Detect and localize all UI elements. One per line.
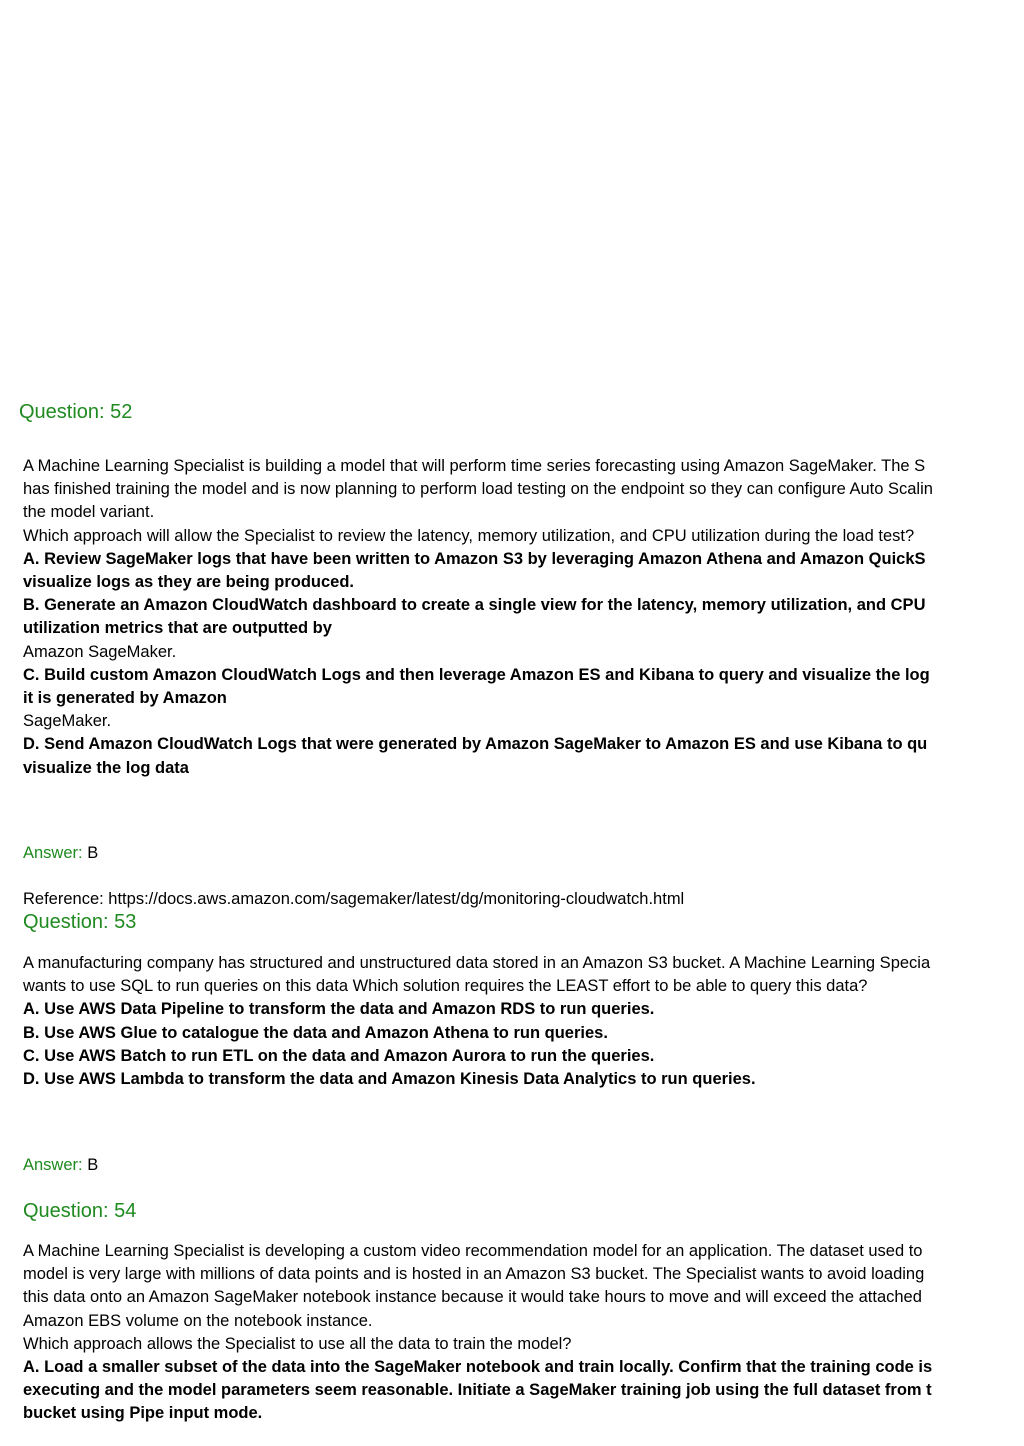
question-53-stem bbox=[23, 952, 1024, 1091]
option-line: A. Load a smaller subset of the data into the SageMaker notebook and train locally. Confirm that the training code is bbox=[23, 1358, 933, 1377]
option-line: D. Use AWS Lambda to transform the data and Amazon Kinesis Data Analytics to run queries. bbox=[23, 1070, 756, 1089]
option-line: C. Use AWS Batch to run ETL on the data and Amazon Aurora to run the queries. bbox=[23, 1046, 655, 1065]
option-line: visualize the log data bbox=[23, 758, 189, 777]
question-54-title: Question: 54 bbox=[23, 1200, 137, 1222]
answer-value: B bbox=[82, 1156, 99, 1174]
stem-line: A Machine Learning Specialist is building a model that will perform time series forecasting using Amazon SageMaker. The S bbox=[23, 457, 926, 475]
stem-line: has finished training the model and is now planning to perform load testing on the endpoint so they can configure Auto Scalin bbox=[23, 480, 933, 499]
question-54-stem bbox=[23, 1240, 1024, 1426]
stem-line: A Machine Learning Specialist is developing a custom video recommendation model for an application. The dataset used to bbox=[23, 1242, 923, 1260]
stem-line: Which approach allows the Specialist to use all the data to train the model? bbox=[23, 1334, 572, 1353]
option-line: executing and the model parameters seem reasonable. Initiate a SageMaker training job using the full dataset from t bbox=[23, 1381, 932, 1400]
stem-line: Which approach will allow the Specialist to review the latency, memory utilization, and CPU utilization during the load test? bbox=[23, 526, 915, 545]
option-line: SageMaker. bbox=[23, 712, 112, 731]
question-53-title: Question: 53 bbox=[23, 911, 137, 933]
question-53-answer bbox=[23, 1154, 1024, 1176]
stem-line: A manufacturing company has structured and unstructured data stored in an Amazon S3 bucket. A Machine Learning Specia bbox=[23, 954, 931, 972]
option-line: bucket using Pipe input mode. bbox=[23, 1404, 263, 1423]
option-line: A. Use AWS Data Pipeline to transform the data and Amazon RDS to run queries. bbox=[23, 1000, 655, 1019]
stem-line: the model variant. bbox=[23, 503, 155, 522]
option-line: B. Use AWS Glue to catalogue the data and Amazon Athena to run queries. bbox=[23, 1023, 608, 1042]
option-line: D. Send Amazon CloudWatch Logs that were generated by Amazon SageMaker to Amazon ES and use Kibana to qu bbox=[23, 735, 928, 754]
question-52-reference: Reference: https://docs.aws.amazon.com/sagemaker/latest/dg/monitoring-cloudwatch.html bbox=[23, 890, 685, 908]
option-line: utilization metrics that are outputted by bbox=[23, 619, 332, 638]
question-52-stem bbox=[23, 455, 1024, 780]
answer-label: Answer: bbox=[23, 844, 83, 862]
stem-line: this data onto an Amazon SageMaker notebook instance because it would take hours to move and will exceed the attached bbox=[23, 1288, 922, 1307]
question-52-answer bbox=[23, 842, 1024, 864]
option-line: A. Review SageMaker logs that have been written to Amazon S3 by leveraging Amazon Athena and Amazon QuickS bbox=[23, 549, 926, 568]
option-line: C. Build custom Amazon CloudWatch Logs and then leverage Amazon ES and Kibana to query and visualize the log bbox=[23, 665, 930, 684]
answer-label: Answer: bbox=[23, 1156, 83, 1174]
option-line: Amazon SageMaker. bbox=[23, 642, 177, 661]
stem-line: model is very large with millions of data points and is hosted in an Amazon S3 bucket. The Specialist wants to avoid loading bbox=[23, 1265, 925, 1284]
option-line: B. Generate an Amazon CloudWatch dashboard to create a single view for the latency, memory utilization, and CPU bbox=[23, 596, 926, 615]
stem-line: wants to use SQL to run queries on this data Which solution requires the LEAST effort to be able to query this data? bbox=[23, 977, 868, 996]
option-line: it is generated by Amazon bbox=[23, 689, 227, 708]
option-line: visualize logs as they are being produced. bbox=[23, 573, 355, 592]
question-52-title: Question: 52 bbox=[19, 401, 133, 423]
stem-line: Amazon EBS volume on the notebook instance. bbox=[23, 1311, 373, 1330]
answer-value: B bbox=[82, 844, 99, 862]
